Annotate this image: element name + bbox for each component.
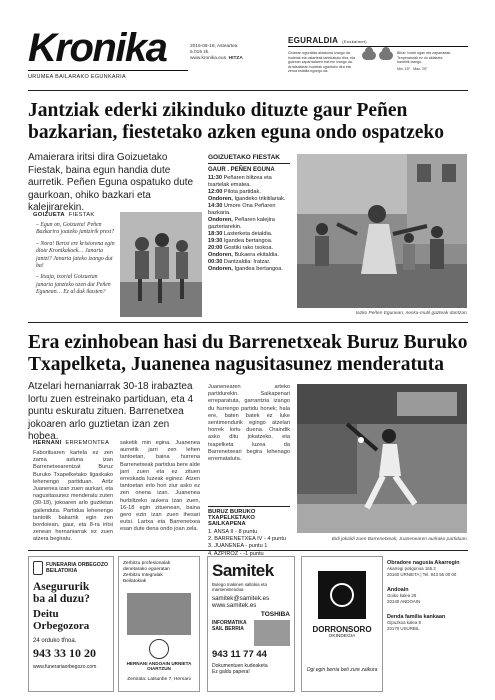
shop-notice-line: 20140 ANDOAIN xyxy=(387,598,421,604)
dancers-photo xyxy=(297,154,467,308)
dorronsoro-name: DORRONSORO xyxy=(312,625,372,634)
shop-notice-title: Obradore nagusia Akarregin xyxy=(387,560,460,566)
ranking-item: 1. ANSA II - 8 puntu xyxy=(208,529,258,535)
cloud-icon xyxy=(379,51,393,60)
article2-byline: HERNANI ERREMONTEA xyxy=(33,440,110,446)
schedule-item: 00:30 Dantzaldia: Iratzar. xyxy=(208,259,271,265)
article2-headline[interactable]: Era ezinhobean hasi du Barrenetxeak Buruz Buruko Txapelketa, Juanenea nagusitasunez menderatuta xyxy=(28,332,468,375)
samitek-name: Samitek xyxy=(212,561,274,580)
services-towns: HERNANI ANDOAIN URNIETA OIARTZUN xyxy=(126,661,192,671)
temp-max: Max. 25° xyxy=(413,66,428,71)
ranking-list xyxy=(208,529,290,558)
samitek-service: INFORMATIKA SAIL BERRIA xyxy=(212,620,247,632)
ranking-item: 2. BARRENETXEA IV - 4 puntu xyxy=(208,536,287,543)
masthead-meta xyxy=(190,44,275,63)
schedule-title: GOIZUETAKO FIESTAK xyxy=(208,154,290,164)
shop-notices xyxy=(387,560,467,642)
quote-2: – Nora! Bertsi ere kristorena egin diote Kronikakoek… Janaria jantzi? Janaria jateko izango dut ba! xyxy=(36,240,115,270)
article1-photo-caption: Iazko Peñen Egunean, neska-mutil gazteak dantzan. xyxy=(355,311,468,316)
ads-divider xyxy=(28,550,468,551)
masthead-tagline: URUMEA BAILARAKO EGUNKARIA xyxy=(28,70,188,80)
issue-date: 2015-08-18, Asteartea xyxy=(190,44,238,49)
ranking-item: 3. JUANENEA - puntu 1 xyxy=(208,543,268,550)
temp-min: Min. 15° xyxy=(397,66,411,71)
schedule-item: Ondoren, Igandea bertangoa. xyxy=(208,266,283,272)
schedule-list xyxy=(208,175,290,273)
schedule-item: Ondoren, Igandeko trikitilariak. xyxy=(208,196,286,202)
article2-lead: Atzelari hernaniarrak 30-18 irabaztea lortu zuen estreinako partiduan, eta 4 puntu eskuratu zituen. Barrenetxea jokoaren arlo guztietan izan zen hobea. xyxy=(28,381,194,442)
schedule-item: 12:00 Pilota partidak. xyxy=(208,189,261,195)
dorronsoro-slogan: Ogi egin berria beti zure zaikura xyxy=(306,667,378,673)
website: www.kronika.eus xyxy=(190,56,226,62)
schedule-item: Ondoren, Bukaera ekitaldia. xyxy=(208,252,279,258)
schedule-subtitle: GAUR . PEÑEN EGUNA xyxy=(208,167,275,173)
article1-lead: Amaierara iritsi dira Goizuetako Fiestak, baina egun handia dute aurretik. Peñen Eguna ospatuko dute gaurkoan, ohiko bazkari eta kalejirarekin. xyxy=(28,152,194,213)
article2-col3: Juanenearen arteko partidurekin. Saikapenari erreparatuta, garrantzia izango du hurrengo partidu honek; hala ere, baten batek ez luke sentimendurik egingo atzelari horrek lortu duena. Oraindik asko ditu jokatzeko, eta txapelketa luzea da Barrenetxeari begira lehenago errematatuta. xyxy=(208,384,290,463)
ad-samitek[interactable] xyxy=(207,556,295,692)
funeraria-web: www.funerariaorbegozo.com xyxy=(33,664,97,670)
dorronsoro-sub: OKINDEGIA xyxy=(328,634,356,639)
funeraria-hours: 24 orduko tfnoa. xyxy=(33,638,77,644)
shop-notice-title: Denda familia kankaan xyxy=(387,614,446,621)
weather-text-right: Bihar: hodei ugari eta zaparradak. Tenperaturak ez du aldaketa handirik izango. Min. 15° Max. 25° xyxy=(397,51,452,71)
ad-funeral-services[interactable] xyxy=(118,556,200,692)
shop-notice-line: Gipuzkoa kalea 9 xyxy=(387,620,421,626)
issue-number: 5.015 zk. xyxy=(190,50,210,56)
services-logo-icon xyxy=(149,639,169,659)
section-divider xyxy=(28,322,468,323)
funeraria-name: FUNERARIA ORBEGOZO BEILATOKIA xyxy=(45,562,109,574)
funeraria-slogan-1: Asegururik xyxy=(33,581,90,593)
ranking-title: BURUZ BURUKO TXAPELKETAKO SAILKAPENA xyxy=(208,506,290,527)
article2-col2: saketik min egina. Juanenea aurretik jarri zen lehen tantoetan, baina hurrena Barrenetxeak partidua bere alde jarri zuen eta ez zituen erreskada luzeak eginez. Atzen tantoetan erlo hori ziur asko ez zen onena izan. Juanenea hurbiltzeko aukera izan zuen, 16-18 egin zituenean, baina gero ezin izan zuen ihesari eutsi. Lartxa eta Barrenetxea esan dute dena ondo joan zela. xyxy=(120,440,200,533)
article1-headline[interactable]: Jantziak ederki zikinduko dituzte gaur Peñen bazkarian, fiestetako azken eguna ondo ospatzeko xyxy=(28,100,445,143)
printer-image xyxy=(254,620,290,646)
schedule-item: 19:30 Igandea bertangoa. xyxy=(208,238,273,244)
funeraria-slogan-3: Deitu Orbegozora xyxy=(33,608,90,632)
article1-dialogue xyxy=(36,222,116,297)
schedule-item: 18:30 Lasterketa deialdia. xyxy=(208,231,273,237)
samitek-brand: TOSHIBA xyxy=(260,611,290,618)
shop-notice-title: Andoain xyxy=(387,587,409,594)
dorronsoro-logo-icon xyxy=(318,571,366,619)
funeraria-slogan-2: ba al duzu? xyxy=(33,593,90,605)
schedule-item: 20:00 Gostiki rako txokoa. xyxy=(208,245,273,251)
pelota-photo xyxy=(297,384,467,533)
schedule-item: 11:30 Peñaren biltzea eta txartelak ematea. xyxy=(208,175,272,188)
weather-text-left: Goizean eguraldia aldakorra izango da: hodeiak eta ostarteak tartekatuko dira, eta goizean zaparradaren bat ere izango da. Arratsaldean hodeiak ugarituko dira eta zerua estalita egongo da. xyxy=(288,51,356,74)
schedule-item: 14:30 Umore Ona Peñaren bazkaria. xyxy=(208,203,276,216)
brand-label: HITZA xyxy=(228,56,243,62)
samitek-web[interactable]: www.samitek.es xyxy=(212,602,257,609)
samitek-line: Bulego makinen saltokia eta mantenimendua xyxy=(212,582,267,592)
article2-photo-caption: Bidi jokaldi zuen Barrenetxeak, Juanenearen aurkako partiduan. xyxy=(331,537,468,542)
shop-notice xyxy=(387,560,467,577)
ranking-item: 4. AZPIROZ - -1 puntu xyxy=(208,550,264,557)
samitek-phone: 943 11 77 44 xyxy=(212,649,267,660)
ad-funeraria[interactable] xyxy=(28,556,114,692)
schedule-box xyxy=(208,154,290,273)
shop-notice-line: Goiko kalea 25 xyxy=(387,593,417,599)
samitek-email[interactable]: samitek@samitek.es xyxy=(212,595,270,602)
cloud-icon xyxy=(362,51,376,60)
shop-notice-line: 20170 USURBIL xyxy=(387,625,420,631)
article2-col1: Faborituaren kartela ez zen zama astuna izan Barrenetxearentzat Buruz Buruko Txapelketako ligaxkako lehenengo partiduan. Aritz Juanenea izan zuen aurkari, eta nagusitasunez menderatu zuten (30-18), jokoaren arlo guztietan gailenduta. Partidua lehenengo tantotik bakarrik egin zen bordoiean, gaur, eta 8-ra iritsi zenean hernaniarrak ez zuen atzera begiratu. xyxy=(33,450,113,543)
schedule-item: Ondoren, Peñaren kalejira gazteriarekin. xyxy=(208,217,275,230)
ad-dorronsoro[interactable] xyxy=(301,556,383,692)
shop-notice-line: Akarregi poligonoa 165.2 xyxy=(387,566,436,571)
services-address: Zentrala: Latsunbe 7, Hernani xyxy=(127,677,191,682)
services-building-image xyxy=(127,593,191,635)
funeraria-phone: 943 33 10 20 xyxy=(33,646,96,660)
quote-3: – Itxaja, txorial Goizuetan janaria janzteko ozen dut Peñen Egunean… Ez al duk ikusten? xyxy=(36,274,111,296)
weather-box xyxy=(288,36,468,74)
shop-notice-line: 20160 URNIETA | Tel. 943 55 00 00 xyxy=(387,571,457,577)
shop-notice xyxy=(387,614,467,631)
samitek-note-1: Dokumentuen kudeaketa xyxy=(212,663,268,669)
samitek-note-2: Ez galdu papera! xyxy=(212,669,250,675)
services-lines: Zerbitzu profesionalak denetarako egoeratan Zerbitzu Integralak Beilatokiak xyxy=(123,561,171,584)
shop-notice xyxy=(387,587,467,604)
newspaper-logo: Kronika xyxy=(28,26,167,70)
weather-title: EGURALDIA (Euskalmet) xyxy=(288,36,468,47)
funeraria-logo-icon xyxy=(33,561,43,575)
masthead-divider xyxy=(28,90,468,91)
cartoon-image xyxy=(120,212,202,317)
weather-icons xyxy=(362,51,393,74)
quote-1: – Egun on, Goizueta! Peñen Bazkarira joateko jantzirik prest? xyxy=(36,222,115,236)
article1-byline: GOIZUETA FIESTAK xyxy=(33,212,95,218)
